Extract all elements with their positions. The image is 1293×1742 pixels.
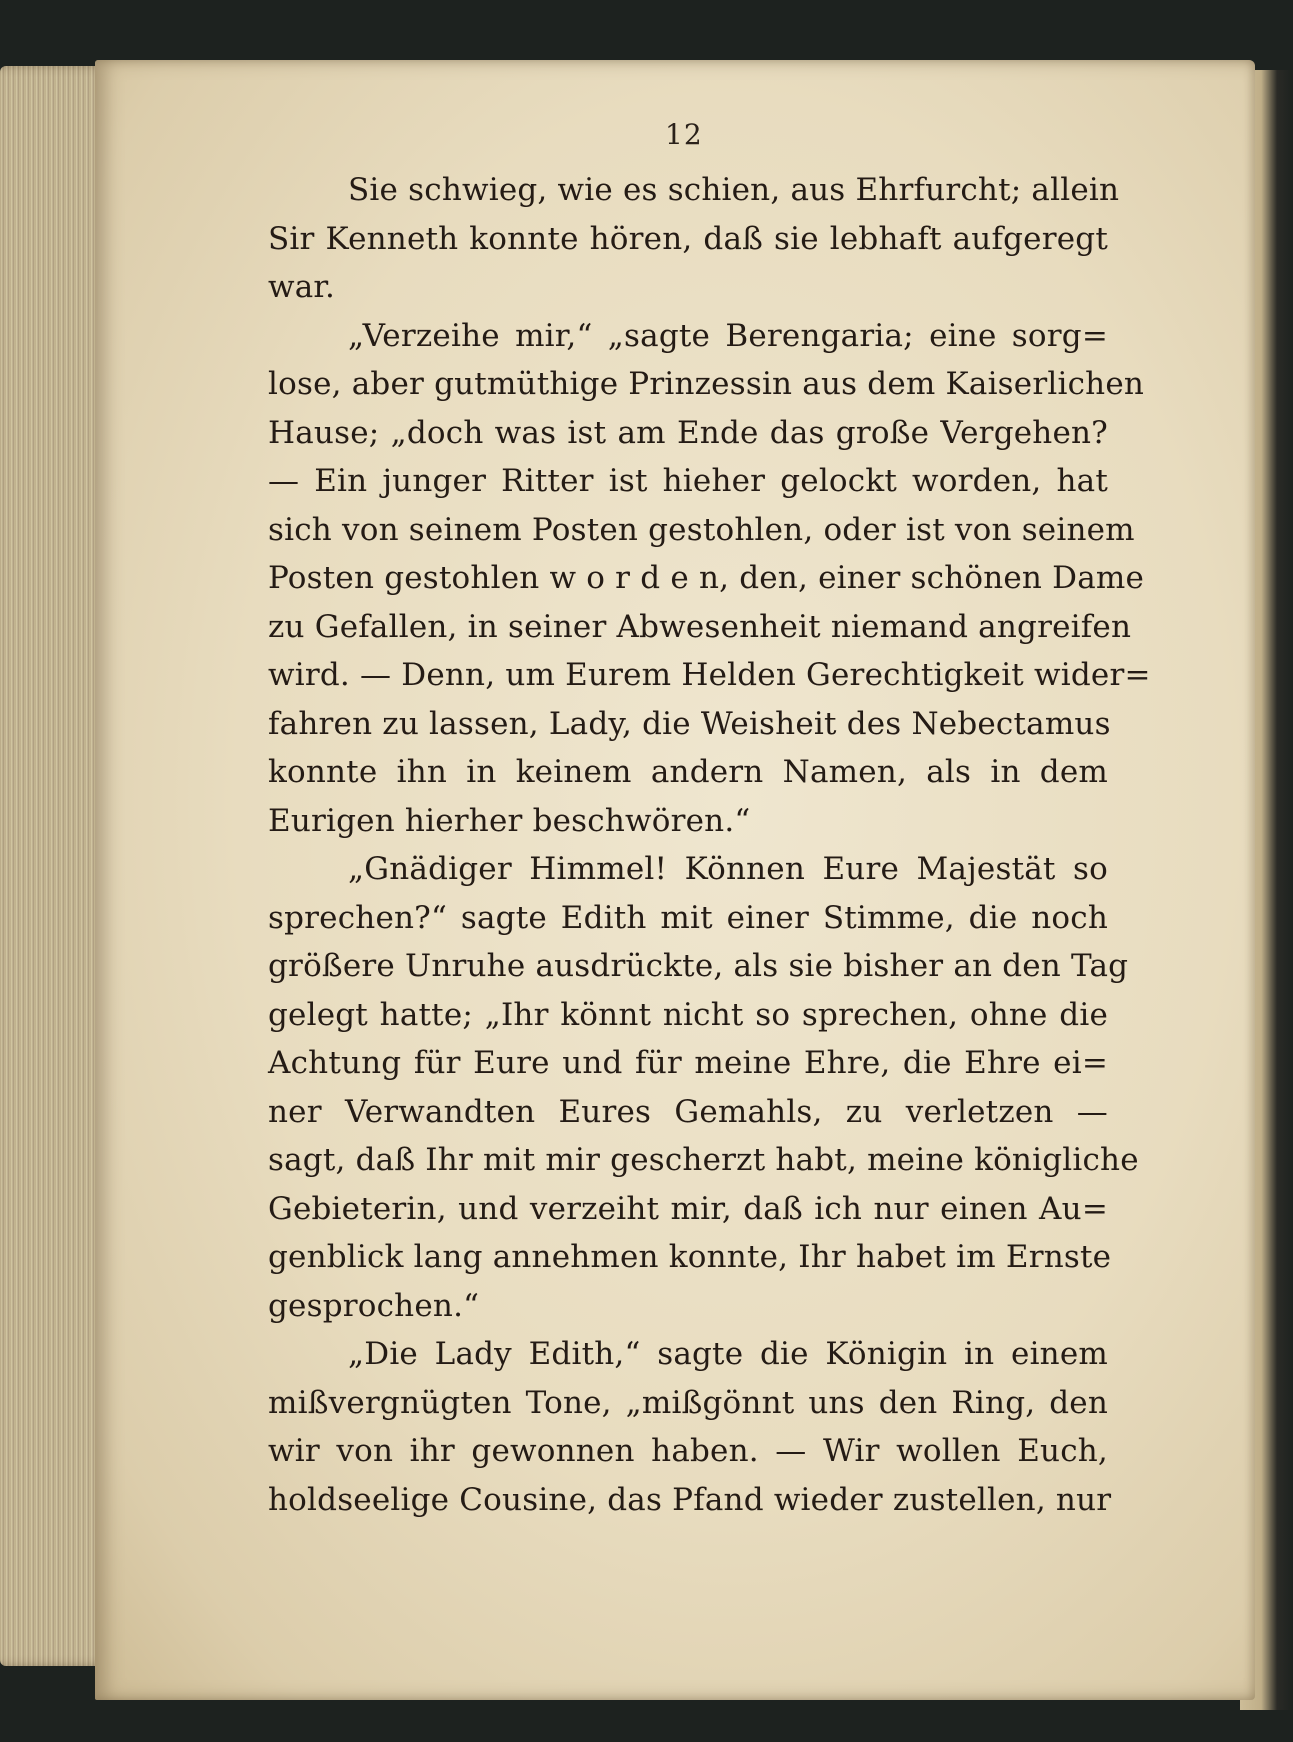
text-line: Achtung für Eure und für meine Ehre, die Ehre ei= [268, 1045, 1108, 1081]
text-line: wird. — Denn, um Eurem Helden Gerechtigkeit wider= [268, 657, 1151, 693]
text-line: sprechen?“ sagte Edith mit einer Stimme, die noch [268, 899, 1108, 936]
text-line: genblick lang annehmen konnte, Ihr habet im Ernste [268, 1239, 1112, 1275]
text-line: war. [268, 269, 336, 305]
text-line: holdseelige Cousine, das Pfand wieder zustellen, nur [268, 1481, 1112, 1518]
text-line: „Verzeihe mir,“ „sagte Berengaria; eine sorg= [348, 317, 1108, 354]
text-line: wir von ihr gewonnen haben. — Wir wollen Euch, [268, 1433, 1108, 1469]
text-line: zu Gefallen, in seiner Abwesenheit niemand angreifen [268, 608, 1132, 645]
text-line: Hause; „doch was ist am Ende das große Vergehen? [268, 414, 1108, 451]
text-line: fahren zu lassen, Lady, die Weisheit des Nebectamus [268, 705, 1111, 742]
text-line: ner Verwandten Eures Gemahls, zu verletzen — [268, 1093, 1108, 1130]
text-line: gelegt hatte; „Ihr könnt nicht so sprechen, ohne die [268, 996, 1108, 1033]
text-line: Sir Kenneth konnte hören, daß sie lebhaft aufgeregt [268, 220, 1108, 257]
text-line: — Ein junger Ritter ist hieher gelockt worden, hat [268, 463, 1108, 499]
text-line: Sie schwieg, wie es schien, aus Ehrfurcht; allein [348, 172, 1120, 208]
text-line: „Gnädiger Himmel! Können Eure Majestät so [348, 851, 1108, 887]
text-line: Eurigen hierher beschwören.“ [268, 802, 751, 839]
text-line: lose, aber gutmüthige Prinzessin aus dem Kaiserlichen [268, 366, 1145, 402]
text-line: gesprochen.“ [268, 1287, 480, 1324]
text-line: mißvergnügten Tone, „mißgönnt uns den Ring, den [268, 1384, 1108, 1421]
text-line: „Die Lady Edith,“ sagte die Königin in einem [348, 1336, 1108, 1372]
text-line: sich von seinem Posten gestohlen, oder ist von seinem [268, 511, 1135, 548]
text-line: sagt, daß Ihr mit mir gescherzt habt, meine königliche [268, 1142, 1139, 1178]
text-line: Gebieterin, und verzeiht mir, daß ich nur einen Au= [268, 1190, 1108, 1227]
text-line: konnte ihn in keinem andern Namen, als in dem [268, 754, 1108, 790]
page-number: 12 [665, 118, 703, 151]
text-line: größere Unruhe ausdrückte, als sie bisher an den Tag [268, 948, 1129, 984]
page-text [268, 166, 1151, 1524]
text-line: Posten gestohlen w o r d e n, den, einer schönen Dame [268, 560, 1145, 596]
